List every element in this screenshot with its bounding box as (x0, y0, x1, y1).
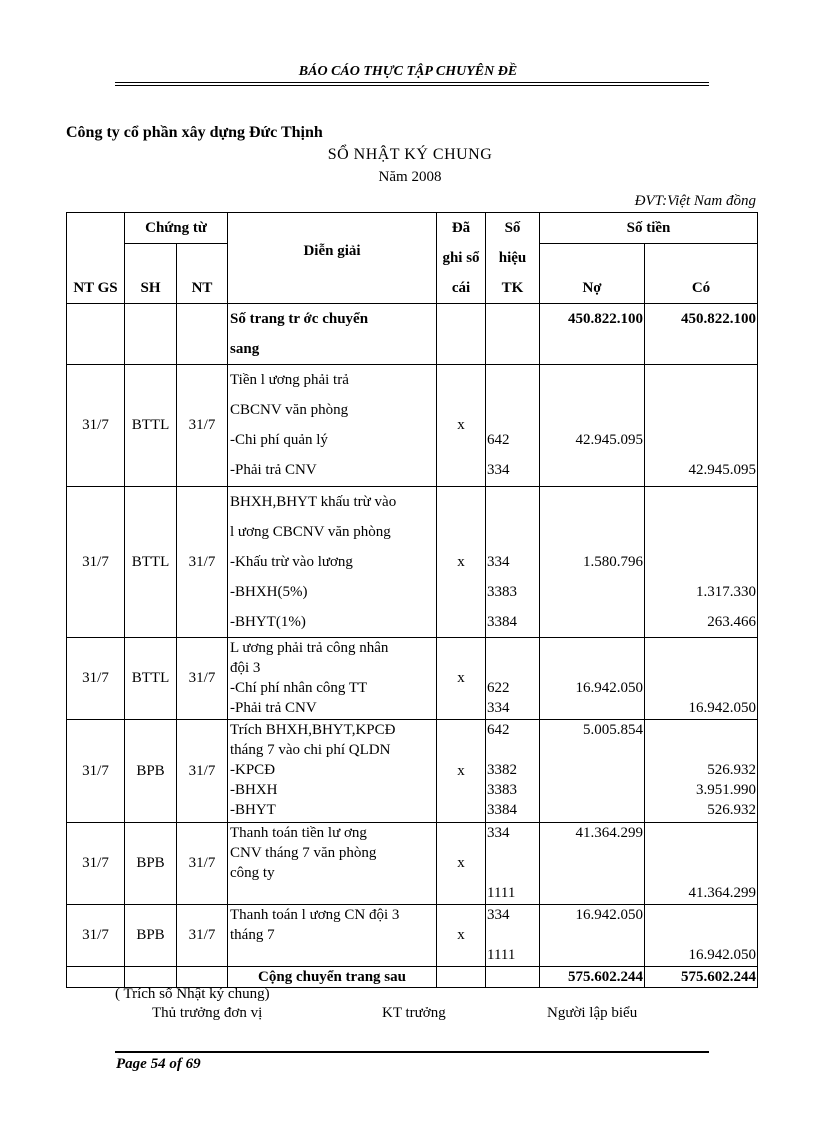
header-rule-top (115, 82, 709, 83)
entry-sh: BTTL (125, 638, 177, 720)
entry-sh: BTTL (125, 487, 177, 638)
company-name: Công ty cổ phần xây dựng Đức Thịnh (66, 124, 323, 141)
col-header-so-tien: Số tiền (540, 213, 758, 244)
so-hieu-line-2: hiệu (498, 250, 527, 266)
entry-posted-mark: x (437, 823, 486, 905)
entry-sh: BTTL (125, 365, 177, 487)
col-header-nt-gs: NT GS (67, 213, 125, 304)
entry-nt-gs: 31/7 (67, 720, 125, 823)
entry-nt-gs: 31/7 (67, 638, 125, 720)
da-ghi-line-3: cái (451, 280, 471, 296)
entry-debit: 16.942.050 (540, 905, 645, 967)
col-header-dien-giai: Diễn giải (228, 213, 437, 304)
general-journal-table (66, 212, 758, 988)
entry-account: 642 3382 3383 3384 (486, 720, 540, 823)
entry-debit: 1.580.796 (540, 487, 645, 638)
carry-out-desc: Cộng chuyển trang sau (228, 967, 437, 988)
footer-rule (115, 1051, 709, 1053)
header-rule-bottom (115, 85, 709, 86)
entry-posted-mark: x (437, 365, 486, 487)
col-header-no: Nợ (540, 244, 645, 304)
col-header-da-ghi-so-cai (437, 213, 486, 304)
entry-credit: 16.942.050 (645, 905, 758, 967)
col-header-chung-tu: Chứng từ (125, 213, 228, 244)
da-ghi-line-2: ghi sổ (442, 250, 480, 266)
entry-credit: 42.945.095 (645, 365, 758, 487)
entry-credit: 16.942.050 (645, 638, 758, 720)
carry-out-row (67, 967, 758, 988)
page-number: Page 54 of 69 (116, 1056, 201, 1072)
table-row (67, 638, 758, 720)
entry-account: 622 334 (486, 638, 540, 720)
entry-debit: 41.364.299 (540, 823, 645, 905)
carry-in-credit: 450.822.100 (645, 304, 758, 365)
entry-nt-gs: 31/7 (67, 823, 125, 905)
entry-nt-gs: 31/7 (67, 905, 125, 967)
entry-sh: BPB (125, 720, 177, 823)
ledger-title: SỔ NHẬT KÝ CHUNG (327, 146, 493, 163)
table-row (67, 823, 758, 905)
entry-nt: 31/7 (177, 823, 228, 905)
entry-debit: 5.005.854 (540, 720, 645, 823)
entry-account: 334 1111 (486, 823, 540, 905)
so-hieu-line-3: TK (501, 280, 524, 296)
entry-sh: BPB (125, 823, 177, 905)
carry-in-row (67, 304, 758, 365)
table-row (67, 487, 758, 638)
entry-account: 334 1111 (486, 905, 540, 967)
entry-desc: Thanh toán tiền lư ơng CNV tháng 7 văn phòng công ty (228, 823, 437, 905)
entry-nt: 31/7 (177, 487, 228, 638)
carry-in-desc: Số trang tr ớc chuyển sang (228, 304, 437, 365)
so-hieu-line-1: Số (504, 220, 521, 236)
entry-posted-mark: x (437, 487, 486, 638)
col-header-nt: NT (177, 244, 228, 304)
entry-nt-gs: 31/7 (67, 365, 125, 487)
footnote: ( Trích sổ Nhật ký chung) (115, 986, 270, 1002)
table-row (67, 365, 758, 487)
col-header-sh: SH (125, 244, 177, 304)
carry-out-credit: 575.602.244 (645, 967, 758, 988)
entry-desc: L ương phải trả công nhân đội 3 -Chí phí nhân công TT -Phải trả CNV (228, 638, 437, 720)
entry-debit: 16.942.050 (540, 638, 645, 720)
entry-desc: Tiền l ương phải trả CBCNV văn phòng -Chi phí quản lý -Phải trả CNV (228, 365, 437, 487)
entry-debit: 42.945.095 (540, 365, 645, 487)
col-header-co: Có (645, 244, 758, 304)
entry-posted-mark: x (437, 905, 486, 967)
entry-credit: 526.932 3.951.990 526.932 (645, 720, 758, 823)
table-row (67, 720, 758, 823)
entry-nt: 31/7 (177, 720, 228, 823)
entry-account: 642 334 (486, 365, 540, 487)
entry-sh: BPB (125, 905, 177, 967)
entry-desc: Trích BHXH,BHYT,KPCĐ tháng 7 vào chi phí QLDN -KPCĐ -BHXH -BHYT (228, 720, 437, 823)
ledger-year: Năm 2008 (378, 169, 442, 185)
entry-nt: 31/7 (177, 365, 228, 487)
table-row (67, 905, 758, 967)
signature-head: Thủ trưởng đơn vị (152, 1005, 263, 1021)
entry-desc: Thanh toán l ương CN đội 3 tháng 7 (228, 905, 437, 967)
report-header-title: BÁO CÁO THỰC TẬP CHUYÊN ĐỀ (298, 64, 518, 79)
currency-unit: ĐVT:Việt Nam đồng (634, 193, 756, 209)
entry-credit: 41.364.299 (645, 823, 758, 905)
entry-desc: BHXH,BHYT khấu trừ vào l ương CBCNV văn phòng -Khấu trừ vào lương -BHXH(5%) -BHYT(1%) (228, 487, 437, 638)
entry-posted-mark: x (437, 638, 486, 720)
entry-nt-gs: 31/7 (67, 487, 125, 638)
table-header-row-1 (67, 213, 758, 244)
da-ghi-line-1: Đã (451, 220, 471, 236)
signature-preparer: Người lập biểu (547, 1005, 638, 1021)
col-header-so-hieu-tk (486, 213, 540, 304)
entry-posted-mark: x (437, 720, 486, 823)
carry-in-debit: 450.822.100 (540, 304, 645, 365)
entry-credit: 1.317.330 263.466 (645, 487, 758, 638)
signature-chief-accountant: KT trưởng (382, 1005, 446, 1021)
entry-nt: 31/7 (177, 905, 228, 967)
entry-account: 334 3383 3384 (486, 487, 540, 638)
entry-nt: 31/7 (177, 638, 228, 720)
carry-out-debit: 575.602.244 (540, 967, 645, 988)
